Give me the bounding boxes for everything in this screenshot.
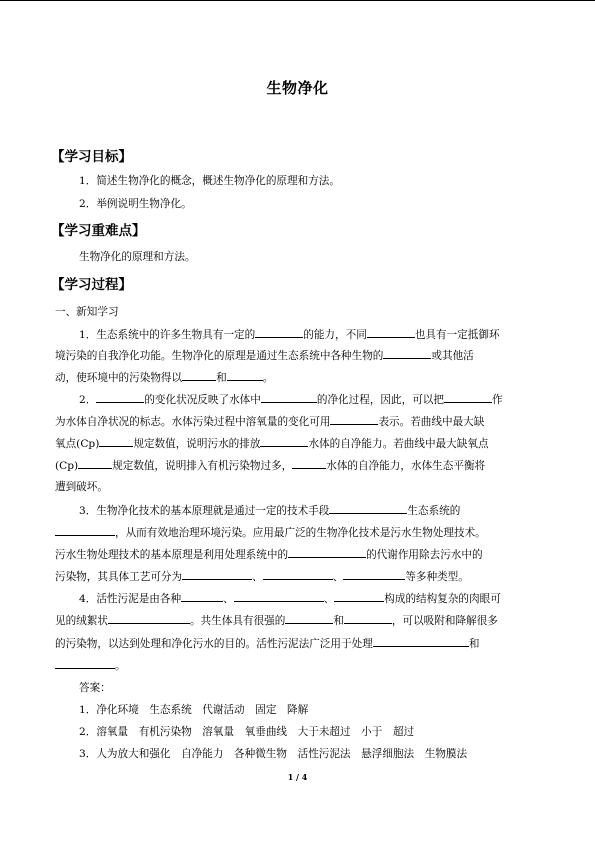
section-process-heading: 【学习过程】 <box>51 277 132 293</box>
fill-blank[interactable] <box>255 326 303 338</box>
question-2-line-5: 遭到破坏。 <box>55 481 108 493</box>
question-2-line-1: 2． 的变化状况反映了水体中 的净化过程，因此，可以把 作 <box>79 391 569 407</box>
fill-blank[interactable] <box>329 502 407 514</box>
fill-blank[interactable] <box>234 590 324 602</box>
question-1-line-3: 动，使环境中的污染物得以 和 。 <box>55 369 545 385</box>
part-title: 一、新知学习 <box>55 306 119 318</box>
fill-blank[interactable] <box>261 391 317 403</box>
fill-blank[interactable] <box>99 435 133 447</box>
question-1-line-2: 境污染的自我净化功能。生物净化的原理是通过生态系统中各种生物的 或其他活 <box>55 347 545 363</box>
fill-blank[interactable] <box>334 590 384 602</box>
section-objectives-heading: 【学习目标】 <box>51 149 132 165</box>
question-2-line-3: 氧点(Cp) 规定数值，说明污水的排放 水体的自净能力。若曲线中最大缺氧点 <box>55 435 545 451</box>
question-4-line-4: 。 <box>55 657 545 673</box>
fill-blank[interactable] <box>344 612 392 624</box>
header-rule <box>0 0 595 1</box>
question-3-line-4: 污染物，其具体工艺可分为 、 、 等多种类型。 <box>55 568 545 584</box>
question-3-line-3: 污水生物处理技术的基本原理是利用处理系统中的 的代谢作用除去污水中的 <box>55 546 545 562</box>
answer-2: 2．溶氧量 有机污染物 溶氧量 氧垂曲线 大于未超过 小于 超过 <box>79 726 415 738</box>
objective-item-2: 2．举例说明生物净化。 <box>79 198 192 210</box>
fill-blank[interactable] <box>367 326 415 338</box>
answer-3: 3．人为放大和强化 自净能力 各种微生物 活性污泥法 悬浮细胞法 生物膜法 <box>79 748 468 760</box>
fill-blank[interactable] <box>263 568 333 580</box>
page-title: 生物净化 <box>266 79 329 97</box>
fill-blank[interactable] <box>383 347 431 359</box>
question-3-line-1: 3．生物净化技术的基本原理就是通过一定的技术手段 生态系统的 <box>79 502 569 518</box>
question-4-line-2: 见的绒絮状 。共生体具有很强的 和 ，可以吸附和降解很多 <box>55 612 545 628</box>
fill-blank[interactable] <box>288 546 366 558</box>
fill-blank[interactable] <box>78 457 112 469</box>
fill-blank[interactable] <box>260 435 308 447</box>
fill-blank[interactable] <box>292 457 326 469</box>
fill-blank[interactable] <box>55 524 115 536</box>
fill-blank[interactable] <box>182 369 216 381</box>
fill-blank[interactable] <box>343 568 405 580</box>
question-2-line-2: 为水体自净状况的标志。水体污染过程中溶氧量的变化可用 表示。若曲线中最大缺 <box>55 413 545 429</box>
question-1-line-1: 1．生态系统中的许多生物具有一定的 的能力，不同 也具有一定抵御环 <box>79 326 569 342</box>
answer-1: 1．净化环境 生态系统 代谢活动 固定 降解 <box>79 704 309 716</box>
fill-blank[interactable] <box>108 612 190 624</box>
fill-blank[interactable] <box>285 612 333 624</box>
question-2-line-4: (Cp) 规定数值，说明排入有机污染物过多， 水体的自净能力，水体生态平衡将 <box>55 457 545 473</box>
fill-blank[interactable] <box>373 635 469 647</box>
fill-blank[interactable] <box>330 413 378 425</box>
fill-blank[interactable] <box>227 369 263 381</box>
key-points-text: 生物净化的原理和方法。 <box>79 251 196 263</box>
section-key-points-heading: 【学习重难点】 <box>51 223 146 239</box>
objective-item-1: 1．简述生物净化的概念，概述生物净化的原理和方法。 <box>79 175 340 187</box>
question-3-line-2: ，从而有效地治理环境污染。应用最广泛的生物净化技术是污水生物处理技术。 <box>55 524 545 540</box>
fill-blank[interactable] <box>444 391 492 403</box>
fill-blank[interactable] <box>55 657 115 669</box>
fill-blank[interactable] <box>182 568 252 580</box>
page-number: 1 / 4 <box>287 772 308 782</box>
fill-blank[interactable] <box>96 391 144 403</box>
question-4-line-3: 的污染物，以达到处理和净化污水的目的。活性污泥法广泛用于处理 和 <box>55 635 545 651</box>
fill-blank[interactable] <box>181 590 223 602</box>
answers-label: 答案： <box>79 682 111 694</box>
question-4-line-1: 4．活性污泥是由各种 、 、 构成的结构复杂的肉眼可 <box>79 590 569 606</box>
